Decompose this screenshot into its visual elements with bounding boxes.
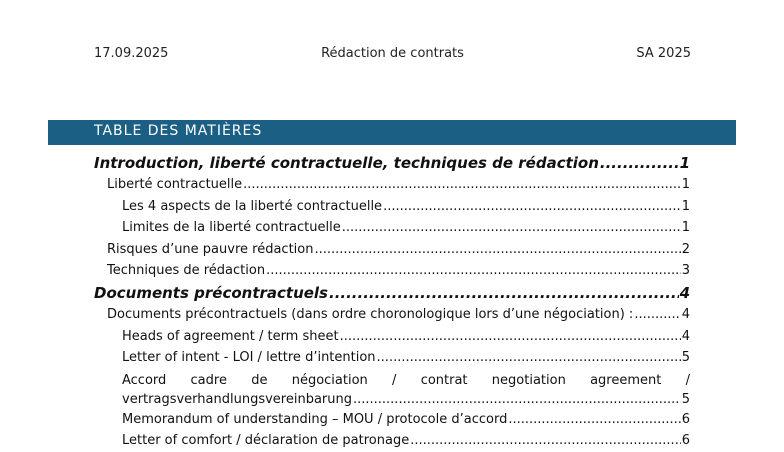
toc-page-number: 2 — [681, 241, 690, 257]
toc-entry-documents-precontractuels[interactable] — [94, 282, 690, 304]
toc-entry-liberte-contractuelle[interactable] — [94, 174, 690, 196]
header-date: 17.09.2025 — [94, 46, 169, 61]
toc-entry-accord-cadre[interactable] — [94, 371, 690, 409]
toc-entry-introduction[interactable] — [94, 152, 690, 174]
toc-leader-dots — [383, 196, 681, 218]
toc-entry-label: Memorandum of understanding – MOU / protocole d’accord — [122, 411, 508, 427]
toc-leader-dots — [340, 326, 681, 348]
toc-entry-4-aspects[interactable] — [94, 196, 690, 218]
toc-word: agreement — [590, 372, 662, 388]
toc-entry-label: Letter of comfort / déclaration de patronage — [122, 433, 410, 449]
toc-word: négociation — [291, 372, 368, 388]
toc-heading-bar — [48, 120, 736, 145]
toc-entry-letter-of-comfort[interactable] — [94, 430, 690, 452]
toc-page-number: 5 — [681, 350, 690, 366]
toc-word: cadre — [190, 372, 227, 388]
header-title: Rédaction de contrats — [321, 46, 464, 61]
toc-entry-documents-chronologique[interactable] — [94, 304, 690, 326]
toc-word: / — [392, 372, 397, 388]
toc-page-number: 1 — [681, 198, 690, 214]
toc-entry-label: Letter of intent - LOI / lettre d’intention — [122, 350, 376, 366]
toc-entry-label: Heads of agreement / term sheet — [122, 328, 339, 344]
toc-page-number: 1 — [681, 177, 690, 192]
toc-entry-risques[interactable] — [94, 239, 690, 261]
toc-leader-dots — [600, 152, 679, 174]
toc-leader-dots — [634, 304, 680, 326]
toc-word: / — [685, 372, 690, 388]
toc-leader-dots — [508, 409, 680, 431]
toc-leader-dots — [342, 217, 681, 239]
toc-page-number: 6 — [681, 433, 690, 449]
toc-page-number: 5 — [681, 391, 690, 407]
toc-word: contrat — [420, 372, 468, 388]
toc-entry-letter-of-intent[interactable] — [94, 347, 690, 369]
toc-entry-label: vertragsverhandlungsvereinbarung — [122, 391, 352, 407]
toc-page-number: 4 — [681, 328, 690, 344]
toc-leader-dots — [329, 282, 679, 304]
toc-word: de — [251, 372, 268, 388]
toc-leader-dots — [243, 174, 681, 196]
toc-leader-dots — [377, 347, 681, 369]
toc-entry-label: Introduction, liberté contractuelle, techniques de rédaction — [94, 154, 599, 172]
toc-leader-dots — [353, 390, 681, 409]
toc-entry-label-line1 — [122, 371, 690, 390]
toc-entry-heads-of-agreement[interactable] — [94, 326, 690, 348]
toc-page-number: 1 — [681, 220, 690, 236]
toc-entry-label: Documents précontractuels (dans ordre choronologique lors d’une négociation) : — [107, 306, 634, 322]
page-header — [94, 46, 691, 64]
toc-page-number: 4 — [681, 306, 690, 322]
toc-word: negotiation — [491, 372, 566, 388]
toc-heading: TABLE DES MATIÈRES — [94, 123, 263, 139]
toc-entry-label: Techniques de rédaction — [107, 263, 266, 279]
toc-entry-techniques[interactable] — [94, 260, 690, 282]
toc-entry-label: Limites de la liberté contractuelle — [122, 220, 341, 236]
toc-page-number: 1 — [679, 154, 690, 172]
toc-entry-memorandum[interactable] — [94, 409, 690, 431]
toc-entry-label: Documents précontractuels — [94, 283, 328, 302]
toc-word: Accord — [122, 372, 167, 388]
toc-page-number: 3 — [681, 263, 690, 279]
toc-page-number: 6 — [681, 411, 690, 427]
toc-entry-limites[interactable] — [94, 217, 690, 239]
toc-leader-dots — [266, 260, 681, 282]
toc-leader-dots — [314, 239, 680, 261]
toc-entry-label-line2 — [122, 390, 690, 409]
header-course: SA 2025 — [636, 46, 691, 61]
toc-entry-label: Liberté contractuelle — [107, 177, 243, 192]
toc-entry-label: Risques d’une pauvre rédaction — [107, 241, 314, 257]
table-of-contents — [94, 152, 690, 452]
toc-leader-dots — [410, 430, 681, 452]
toc-entry-label: Les 4 aspects de la liberté contractuelle — [122, 198, 383, 214]
toc-page-number: 4 — [679, 283, 690, 302]
